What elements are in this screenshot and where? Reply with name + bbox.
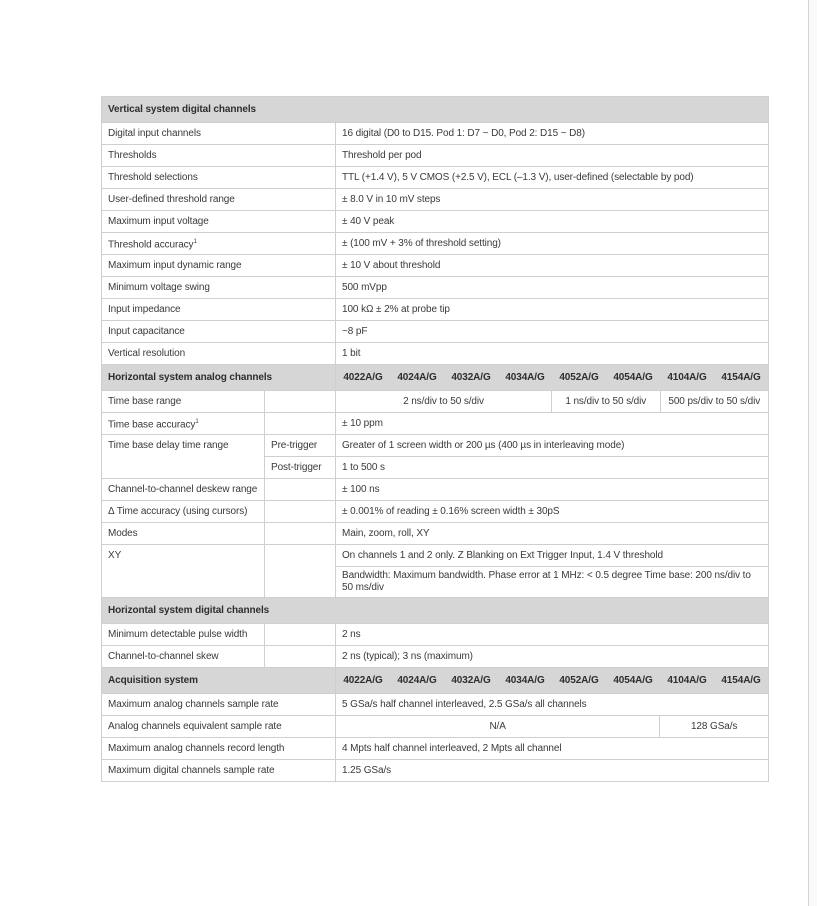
page-edge-shade [809,0,817,906]
table-row [102,255,769,277]
row-value: 1 ns/div to 50 s/div [552,391,661,412]
row-value: 1 to 500 s [336,457,769,479]
row-label: Maximum analog channels sample rate [102,694,336,716]
row-label: Maximum digital channels sample rate [102,760,336,782]
model-label: 4104A/G [660,668,714,693]
row-value: N/A [489,720,506,732]
row-value: Greater of 1 screen width or 200 µs (400 µs in interleaving mode) [336,435,769,457]
row-value: 5 GSa/s half channel interleaved, 2.5 GSa/s all channels [336,694,769,716]
model-label: 4154A/G [714,365,768,390]
table-row [102,694,769,716]
table-row [102,413,769,435]
row-value-cell [336,716,769,738]
row-label: Thresholds [102,145,336,167]
row-value: 128 GSa/s [660,716,768,737]
table-row [102,233,769,255]
row-label: Maximum input dynamic range [102,255,336,277]
row-label: Input capacitance [102,321,336,343]
row-sublabel [265,413,336,435]
table-row [102,211,769,233]
table-row [102,321,769,343]
table-row [102,343,769,365]
section-header-vertical-digital [102,97,769,123]
row-label: Minimum voltage swing [102,277,336,299]
table-row [102,189,769,211]
row-label: User-defined threshold range [102,189,336,211]
row-value: 4 Mpts half channel interleaved, 2 Mpts all channel [336,738,769,760]
model-label: 4032A/G [444,668,498,693]
table-row [102,299,769,321]
table-row [102,457,769,479]
model-label: 4024A/G [390,668,444,693]
table-row [102,277,769,299]
table-row [102,501,769,523]
row-label: Time base delay time range [102,435,265,457]
row-label: Threshold selections [102,167,336,189]
table-row [102,523,769,545]
table-row [102,567,769,598]
table-row [102,624,769,646]
row-label: Analog channels equivalent sample rate [102,716,336,738]
model-label: 4032A/G [444,365,498,390]
row-sublabel [265,545,336,567]
row-value: On channels 1 and 2 only. Z Blanking on Ext Trigger Input, 1.4 V threshold [336,545,769,567]
row-value-cell [336,391,769,413]
row-value: 500 mVpp [336,277,769,299]
model-header [336,365,768,390]
row-label: Time base accuracy [108,419,196,431]
grouped-values [336,716,768,737]
table-row [102,738,769,760]
row-value: ± 0.001% of reading ± 0.16% screen width ± 30pS [336,501,769,523]
table-row [102,123,769,145]
section-title: Acquisition system [102,668,336,694]
table-row [102,545,769,567]
row-value: ± (100 mV + 3% of threshold setting) [336,233,769,255]
row-value: 100 kΩ ± 2% at probe tip [336,299,769,321]
footnote-mark: 1 [195,418,199,425]
row-label: Input impedance [102,299,336,321]
row-value: Main, zoom, roll, XY [336,523,769,545]
row-value: 2 ns (typical); 3 ns (maximum) [336,646,769,668]
row-value: ± 10 V about threshold [336,255,769,277]
row-label: Minimum detectable pulse width [102,624,265,646]
model-label: 4034A/G [498,365,552,390]
section-title: Horizontal system digital channels [102,598,769,624]
row-label: Δ Time accuracy (using cursors) [102,501,265,523]
row-sublabel [265,391,336,413]
spec-table [101,96,769,782]
model-label: 4052A/G [552,668,606,693]
row-label: Channel-to-channel deskew range [102,479,265,501]
table-row [102,145,769,167]
row-value: 500 ps/div to 50 s/div [660,391,768,412]
row-sublabel: Post-trigger [265,457,336,479]
row-label: XY [102,545,265,567]
section-header-horizontal-digital [102,598,769,624]
model-label: 4054A/G [606,365,660,390]
row-label: Vertical resolution [102,343,336,365]
row-sublabel [265,624,336,646]
model-header [336,668,768,693]
model-label: 4022A/G [336,668,390,693]
model-label: 4104A/G [660,365,714,390]
row-sublabel [265,523,336,545]
model-label: 4052A/G [552,365,606,390]
table-row [102,646,769,668]
section-header-horizontal-analog [102,365,769,391]
model-label: 4054A/G [606,668,660,693]
table-row [102,391,769,413]
section-title: Horizontal system analog channels [102,365,336,391]
row-value: 1.25 GSa/s [336,760,769,782]
row-value: ± 100 ns [336,479,769,501]
model-header-cell [336,365,769,391]
row-label: Maximum analog channels record length [102,738,336,760]
model-label: 4154A/G [714,668,768,693]
section-header-acquisition [102,668,769,694]
row-sublabel: Pre-trigger [265,435,336,457]
row-label: Channel-to-channel skew [102,646,265,668]
row-label: Maximum input voltage [102,211,336,233]
row-value: 2 ns/div to 50 s/div [403,395,484,407]
row-value: ± 8.0 V in 10 mV steps [336,189,769,211]
row-value: 2 ns [336,624,769,646]
table-row [102,167,769,189]
row-label-cell [102,413,265,435]
table-row [102,435,769,457]
row-sublabel [265,479,336,501]
row-value: 16 digital (D0 to D15. Pod 1: D7 ~ D0, Pod 2: D15 ~ D8) [336,123,769,145]
row-label: Threshold accuracy [108,239,194,251]
model-label: 4022A/G [336,365,390,390]
grouped-values [336,391,768,412]
table-row [102,479,769,501]
row-label-cell [102,233,336,255]
table-row [102,760,769,782]
footnote-mark: 1 [193,238,197,245]
section-title: Vertical system digital channels [102,97,769,123]
model-label: 4024A/G [390,365,444,390]
row-label-empty [102,567,265,598]
table-row [102,716,769,738]
row-value: Bandwidth: Maximum bandwidth. Phase error at 1 MHz: < 0.5 degree Time base: 200 ns/div to 50 ms/div [336,567,769,598]
model-label: 4034A/G [498,668,552,693]
row-label-empty [102,457,265,479]
row-label: Digital input channels [102,123,336,145]
row-sublabel [265,567,336,598]
row-value: ± 40 V peak [336,211,769,233]
row-value: ~8 pF [336,321,769,343]
row-label: Modes [102,523,265,545]
row-value: 1 bit [336,343,769,365]
row-sublabel [265,501,336,523]
row-value: TTL (+1.4 V), 5 V CMOS (+2.5 V), ECL (–1.3 V), user-defined (selectable by pod) [336,167,769,189]
row-label: Time base range [102,391,265,413]
row-sublabel [265,646,336,668]
row-value: ± 10 ppm [336,413,769,435]
row-value: Threshold per pod [336,145,769,167]
model-header-cell [336,668,769,694]
